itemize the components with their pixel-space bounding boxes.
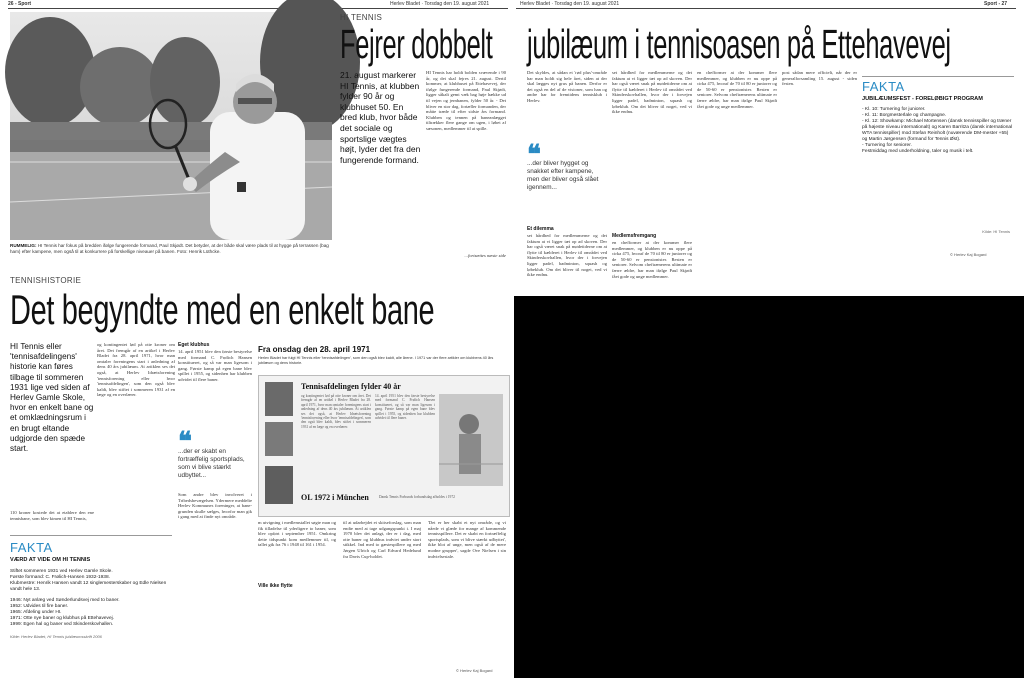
subhead-ville-ikke-flytte: Ville ikke flytte xyxy=(258,583,299,589)
fakta-line: - Kl. 10: Turnering for juniorer. xyxy=(862,107,926,112)
fakta-box-history xyxy=(10,535,172,674)
subhead-medlemsfremgang: Medlemsfremgang xyxy=(612,233,657,239)
section-kicker-history: TENNISHISTORIE xyxy=(10,276,82,285)
article-body-col-r3: en chefformer at der kommer flere medlemmer, og klubben er nu oppe på cirka 475, hvoraf de 70 til 80 er juniorer og de 50-60 er pensionister. Resten er seniorer. Selvom cheftrænerens ultimate er færre ældre, har man ifølge Paul Skjødt fået gode og unge medlemmer. xyxy=(697,70,777,109)
portrait-photo xyxy=(265,382,293,416)
clip-tennis-photo xyxy=(439,394,503,486)
empty-black-panel xyxy=(514,296,1024,678)
clip-headline: Tennisafdelingen fylder 40 år xyxy=(301,382,401,391)
fakta-line: 1965: Afdeling under HI. xyxy=(10,610,62,615)
portrait-photo xyxy=(265,466,293,504)
archive-date-header: Fra onsdag den 28. april 1971 xyxy=(258,345,371,354)
fakta-line: 1971: Otte nye baner og klubhus på Ettehavevej. xyxy=(10,616,115,621)
history-body-col4: m utvigning i medlemstallet søgte man og fik tilladelse til yderligere to baner, som blev opført i september 1951. Omkring dette tidspunkt kom medlemmer til, og tallet gik fra 76 i 1948 til 161 i 1954. xyxy=(258,520,336,548)
paper-dateline-left: Herlev Bladet · Torsdag den 19. august 2021 xyxy=(390,1,490,7)
history-body-col3: Som andre blev involveret i Tribedsbevægelsen. Ydermere meddelte Herlev Kommunes foreninger, at bane-grunden skulle sælges, hvorfor man gik i gang med at finde nyt område. xyxy=(178,492,252,520)
photo-caption: RUMMELIG: HI Tennis har fokus på bredden ifølge fungerende formand, Paul Skjødt. Det betyder, at der både skal være plads til at hygge på terrassen (bag ham) efter kampene, men også til at konkurrere på forskellige niveauer på banen. Foto: Henrik Lüthcke. xyxy=(10,243,329,254)
fakta-line: Første formand: C. Frølich-Hansen 1932-1938. xyxy=(10,575,110,580)
history-body-col1: og kontingentet lød på otte kroner om året. Det fremgår af en artikel i Herlev Bladet fra 28. april 1971, hvor man omtaler foreningens start i anledning af dens 40 års jubilæum. At artiklen ses det også, at Herlev Idrætsforening 'tennisforening eller hvor 'tennisafdelingen', som den også blev kaldt, blev stiftet i sommeren 1931 af en læge og en overlærer. xyxy=(97,342,175,398)
fakta-line: 1946: Nyt anlæg ved Sønderlundsvej med to baner. xyxy=(10,598,120,603)
history-body-col6: 'Det er her skabt et nyt område, og vi nåede vi glæde for mange af kommende tennisspillere. Det er skabt en fortræffelig sportsplads, som vi blive stærkt udbyttet', ikke blot af unge, men også af de mere modne grupper', sagde Ove Nielsen i sin indvielsestale. xyxy=(428,520,506,559)
fakta-list xyxy=(862,107,1014,155)
article-body-col-r1b: set hårdhed for medlemmerne og det faktum at vi ligger tæt op ad skoven. Der har også været snak på mødetiderne om at flytte til kælderet i Herlev til området ved Skinderskovhallen, hvor der i forvejen ligger padel, badminton, squash og løbeklub. Om det bliver til noget, ved vi ikke endnu. xyxy=(527,233,607,278)
subhead-dilemma: Et dilemma xyxy=(527,226,554,232)
photo-credit: © Herlev Kaj Bogard xyxy=(950,252,987,257)
archive-clipping xyxy=(258,375,510,517)
header-rule-left xyxy=(8,8,508,9)
history-lede: HI Tennis eller 'tennisafdelingens' historie kan føres tilbage til sommeren 1931 lige ved siden af Herlev Gamle Skole, hvor en enkelt bane og et omklædningsrum i en brugt eltande udgjorde den spæde start. xyxy=(10,342,94,454)
article-lede: 21. august markerer HI Tennis, at klubben fylder 90 år og klubhuset 50. En bred klub, hvor både det sociale og sportslige vægtes højt, lyder det fra den fungerende formand. xyxy=(340,70,421,165)
page-number-right: Sport - 27 xyxy=(984,1,1008,7)
fakta-title: FAKTA xyxy=(10,540,53,555)
tennis-chairman-photo xyxy=(10,12,332,240)
quote-mark-icon: ❝ xyxy=(527,140,541,169)
history-pull-quote: ...der er skabt en fortræffelig sportsplads, som vi blive stærkt udbyttet... xyxy=(178,448,245,479)
photo-credit-bottom: © Herlev Kaj Bogard xyxy=(456,668,493,673)
archive-intro-text: Herlev Bladet har fulgt HI Tennis eller 'tennisafdelingen', som den også blev kaldt, alle årene. I 1971 var der flere artikler om klubbens 40 års jubilæum og dens historie. xyxy=(258,356,494,365)
article-body-col-r4: post sådan mere officielt, når der er generalforsamling 15. august - siden festen. xyxy=(782,70,857,87)
article-body-col-r1: Det skyldes, at sådan et 'rød plus'-område har man holdt sig hele året, siden at der skal lægges nyt grus på banen. Derfor er det også en del af de visioner, som han og andre har for fremtidens tennisklub i Herlev. xyxy=(527,70,607,103)
archive-intro xyxy=(258,345,508,377)
fakta-line: Stiftet sommeren 1931 ved Herlev Gamle Skole. xyxy=(10,569,113,574)
paper-dateline-right: Herlev Bladet · Torsdag den 19. august 2021 xyxy=(520,1,620,7)
fakta-line: Klubmestre: Henrik Hansen vandt 12 singlemesterskaber og Edle Nielsen vandt hele 13. xyxy=(10,581,167,592)
portrait-photo xyxy=(265,422,293,456)
article-body-col-r2: set hårdhed for medlemmerne og det faktum at vi ligger tæt op ad skoven. Der har også været snak på mødetiderne om at flytte til kælderet i Herlev til området ved Skinderskovhallen, hvor der i forvejen ligger padel, badminton, squash og løbeklub. Om det bliver til noget, ved vi ikke endnu. xyxy=(612,70,692,115)
quote-mark-icon-2: ❝ xyxy=(178,427,192,456)
fakta-line: 1999: Egen hal og baner ved Skinderskovhallen. xyxy=(10,622,114,627)
fakta-subtitle: VÆRD AT VIDE OM HI TENNIS xyxy=(10,557,91,563)
clip-sub: Dansk Tennis Forbunds forbundsdag afholdes i 1972 xyxy=(379,495,455,499)
header-rule-right xyxy=(516,8,1016,9)
clip-text: og kontingentet lød på otte kroner om året. Det fremgår af en artikel i Herlev Bladet fra 28. april 1971, hvor man omtaler foreningens start i anledning af dens 40 års jubilæum. At artiklen ses det også, at Herlev Idrætsforening 'tennisforening eller hvor 'tennisafdelingen', som den også blev kaldt, blev stiftet i sommeren 1931 af en læge og en overlærer. xyxy=(301,394,371,429)
headline-right: jubilæum i tennisoasen på Ettehavevej xyxy=(527,21,951,67)
headline-left: Fejrer dobbelt xyxy=(340,21,493,67)
article-body-col: HI Tennis har holdt bolden svævende i 90 år, og det skal fejres 21. august. Dertil kommer, at klubhuset på Ettehavevej, der ifølge fungerende formand, Paul Skjødt, ligger såkalt gemt væk bag høje hække ud til vejen og jernbanen, fylder 50 år. - Det bliver en stor dag, fortæller formanden, der måtte træde til efter sidste års formand. Klubben og tennen på baneanlægget tiltrækker flere gange om ugen, i løbet af sæsonen, medlemmer til at spille. xyxy=(426,70,506,131)
headline-history: Det begyndte med en enkelt bane xyxy=(10,286,435,333)
history-body-under-lede: 110 kroner kostede det at etablere den ene tennisbane, som blev kimen til HI Tennis, xyxy=(10,510,94,521)
article-body-col-r2b: en chefformer at der kommer flere medlemmer, og klubben er nu oppe på cirka 475, hvoraf de 70 til 80 er juniorer og de 50-60 er pensionister. Resten er seniorer. Selvom cheftrænerens ultimate er færre ældre, har man ifølge Paul Skjødt fået gode og unge medlemmer. xyxy=(612,240,692,279)
pull-quote: ...der bliver hygget og snakket efter kampene, men der bliver også slået igennem... xyxy=(527,160,599,191)
clip-banner: OL 1972 i München xyxy=(301,493,369,502)
fakta-source: Kilde: Herlev Bladet, HI Tennis jubilæumsskrift 2006 xyxy=(10,634,102,639)
subhead-eget-klubhus: Eget klubhus xyxy=(178,342,210,348)
history-body-col5: til at udarbejdet et skitseforslag, som man endte med at tage udgangspunkt i. I maj 1970 blev det anlagt, der er i dag, med otte baner og klubhus indviet under stort stikkel. Ind med to gæstespillere og med Jørgen Ulrich og Carl Edvard Hedelund fra Davis Cup-holdet. xyxy=(343,520,421,559)
fakta-subtitle: JUBILÆUMSFEST - FORELØBIGT PROGRAM xyxy=(862,96,983,102)
fakta-line: - Kl. 12: Showkamp: Michael Mortensen (dansk tennisspiller og træner på højeste niveau internationalt) og Karen Barritza (dansk international WTA tennisspiller) mod Stefan Reinholt (nuværende DM-mester +55) og Martin Jørgensen (formand for Tennis Øst). xyxy=(862,119,1013,142)
fakta-line: - Kl. 11: Borgmesterlale og champagne. xyxy=(862,113,947,118)
fakta-title: FAKTA xyxy=(862,79,905,94)
fakta-line: - Turnering for seniorer. xyxy=(862,143,912,148)
continued-note: ...fortsættes næste side xyxy=(464,253,506,258)
fakta-box-program xyxy=(862,76,1014,237)
page-number-left: 26 - Sport xyxy=(8,1,32,7)
fakta-list xyxy=(10,569,172,628)
fakta-line: Festmiddag med underholdning, taler og musik i telt. xyxy=(862,149,974,154)
history-body-col2: 14. april 1951 blev den første bestyrelse med formand C. Frølich Hansen konstitueret, og så var man ligesom i gang. Første kamp på egen bane blev spillet i 1955, og sidenhen har klubben udvidet til flere baner. xyxy=(178,349,252,382)
fakta-line: 1952: Udvides til fire baner. xyxy=(10,604,69,609)
clip-text: 14. april 1951 blev den første bestyrelse med formand C. Frølich Hansen konstitueret, og så var man ligesom i gang. Første kamp på egen bane blev spillet i 1955, og sidenhen har klubben udvidet til flere baner. xyxy=(375,394,435,421)
section-kicker: HI TENNIS xyxy=(340,13,383,22)
fakta-source: Kilde: HI Tennis xyxy=(982,229,1010,234)
